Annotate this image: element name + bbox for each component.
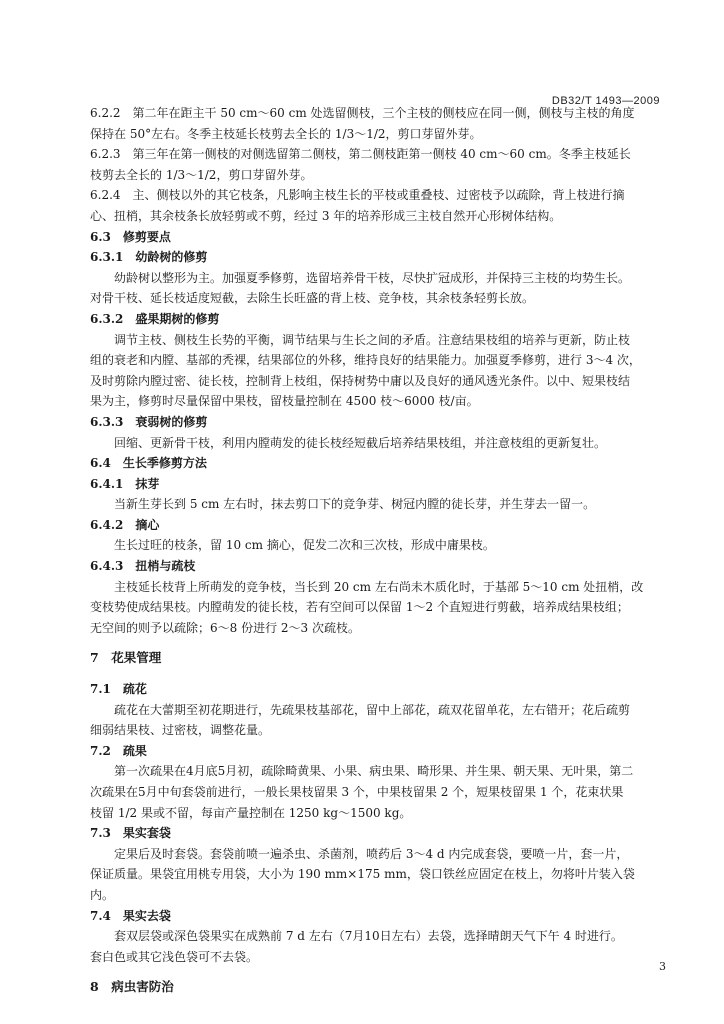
body-line: 果为主，修剪时尽量保留中果枝，留枝量控制在 4500 枝～6000 枝/亩。 — [90, 394, 479, 409]
section-heading: 6.3 修剪要点 — [90, 229, 171, 244]
subsection-heading: 6.3.1 幼龄树的修剪 — [90, 250, 208, 265]
section-heading: 7.3 果实套袋 — [90, 826, 171, 841]
body-line: 疏花在大蕾期至初花期进行，先疏果枝基部花，留中上部花，疏双花留单花，左右错开；花后疏剪 — [114, 702, 631, 717]
body-line: 细弱结果枝、过密枝，调整花量。 — [90, 723, 271, 738]
body-line: 当新生芽长到 5 cm 左右时，抹去剪口下的竞争芽、树冠内膛的徒长芽，并生芽去一留一。 — [114, 497, 596, 512]
body-line: 定果后及时套袋。套袋前喷一遍杀虫、杀菌剂，喷药后 3～4 d 内完成套袋，要喷一片，套一片， — [114, 846, 629, 861]
body-line: 主枝延长枝背上所萌发的竞争枝，当长到 20 cm 左右尚未木质化时，于基部 5～10 cm 处扭梢，改 — [114, 579, 644, 594]
subsection-heading: 6.3.3 衰弱树的修剪 — [90, 414, 208, 429]
body-line: 6.2.4 主、侧枝以外的其它枝条，凡影响主枝生长的平枝或重叠枝、过密枝予以疏除，背上枝进行摘 — [90, 188, 625, 203]
subsection-heading: 6.4.3 扭梢与疏枝 — [90, 559, 196, 574]
body-line: 及时剪除内膛过密、徒长枝，控制背上枝组，保持树势中庸以及良好的通风透光条件。以中、短果枝结 — [90, 373, 631, 388]
chapter-heading: 8 病虫害防治 — [90, 979, 174, 995]
body-line: 6.2.3 第三年在第一侧枝的对侧选留第二侧枝，第二侧枝距第一侧枝 40 cm～60 cm。冬季主枝延长 — [90, 147, 631, 162]
body-line: 生长过旺的枝条，留 10 cm 摘心，促发二次和三次枝，形成中庸果枝。 — [114, 538, 495, 553]
body-line: 幼龄树以整形为主。加强夏季修剪，选留培养骨干枝，尽快扩冠成形，并保持三主枝的均势生长。 — [114, 270, 631, 285]
body-line: 套双层袋或深色袋果实在成熟前 7 d 左右（7月10日左右）去袋，选择晴朗天气下午 4 时进行。 — [114, 929, 623, 944]
body-line: 第一次疏果在4月底5月初，疏除畸黄果、小果、病虫果、畸形果、并生果、朝天果、无叶果，第二 — [114, 764, 634, 779]
body-line: 回缩、更新骨干枝，利用内膛萌发的徒长枝经短截后培养结果枝组，并注意枝组的更新复壮。 — [114, 435, 607, 450]
section-heading: 7.2 疏果 — [90, 743, 147, 758]
body-line: 6.2.2 第二年在距主干 50 cm～60 cm 处选留侧枝，三个主枝的侧枝应在同一侧，侧枝与主枝的角度 — [90, 106, 635, 120]
body-line: 调节主枝、侧枝生长势的平衡，调节结果与生长之间的矛盾。注意结果枝组的培养与更新，防止枝 — [114, 332, 631, 347]
body-line: 对骨干枝、延长枝适度短截，去除生长旺盛的背上枝、竞争枝，其余枝条轻剪长放。 — [90, 291, 535, 306]
body-line: 枝留 1/2 果或不留，每亩产量控制在 1250 kg～1500 kg。 — [90, 805, 412, 820]
section-heading: 6.4 生长季修剪方法 — [90, 456, 207, 471]
section-heading: 7.4 果实去袋 — [90, 908, 171, 923]
subsection-heading: 6.3.2 盛果期树的修剪 — [90, 311, 220, 326]
body-line: 保证质量。果袋宜用桃专用袋，大小为 190 mm×175 mm，袋口铁丝应固定在枝上，勿将叶片装入袋 — [90, 867, 635, 882]
body-line: 无空间的则予以疏除；6～8 份进行 2～3 次疏枝。 — [90, 620, 360, 635]
document-body — [90, 103, 664, 998]
body-line: 组的衰老和内膛、基部的秃裸，结果部位的外移，维持良好的结果能力。加强夏季修剪，进行 3～4 次， — [90, 353, 641, 368]
body-line: 内。 — [90, 887, 115, 902]
subsection-heading: 6.4.2 摘心 — [90, 517, 160, 532]
section-heading: 7.1 疏花 — [90, 682, 147, 697]
body-line: 心、扭梢，其余枝条长放轻剪或不剪，经过 3 年的培养形成三主枝自然开心形树体结构。 — [90, 208, 562, 223]
document-code: DB32/T 1493—2009 — [551, 95, 660, 107]
page-number: 3 — [659, 960, 666, 973]
body-line: 保持在 50°左右。冬季主枝延长枝剪去全长的 1/3～1/2，剪口芽留外芽。 — [90, 126, 482, 141]
body-line: 次疏果在5月中旬套袋前进行，一般长果枝留果 3 个，中果枝留果 2 个，短果枝留果 1 个，花束状果 — [90, 785, 624, 799]
body-line: 变枝势使成结果枝。内膛萌发的徒长枝，若有空间可以保留 1～2 个直短进行剪截，培养成结果枝组； — [90, 600, 629, 615]
body-line: 枝剪去全长的 1/3～1/2，剪口芽留外芽。 — [90, 167, 313, 182]
body-line: 套白色或其它浅色袋可不去袋。 — [90, 949, 259, 964]
chapter-heading: 7 花果管理 — [90, 650, 162, 666]
subsection-heading: 6.4.1 抹芽 — [90, 476, 160, 491]
